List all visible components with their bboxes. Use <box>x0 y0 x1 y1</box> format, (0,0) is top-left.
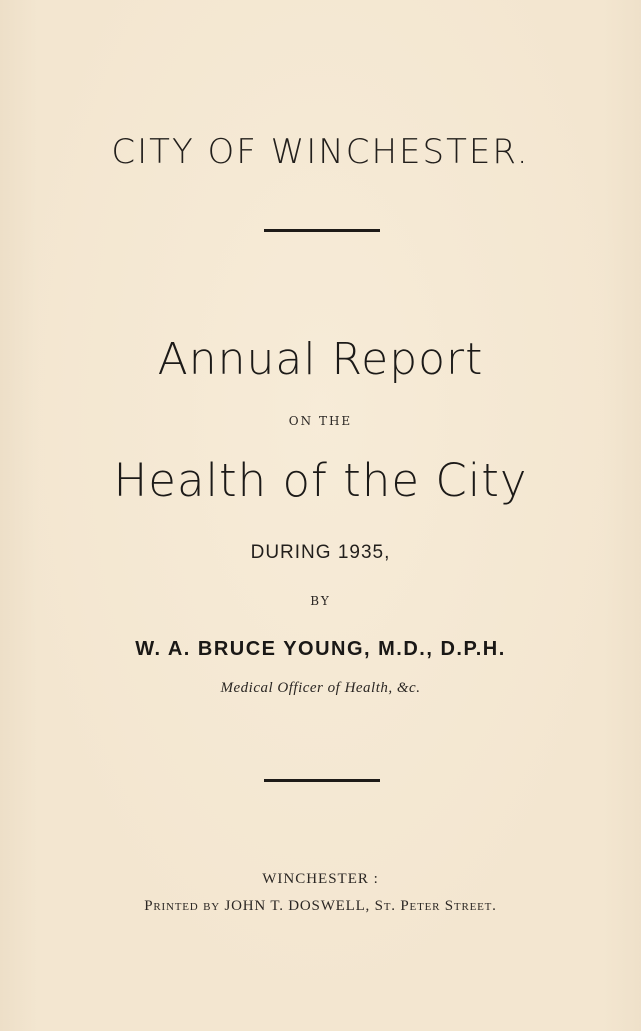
imprint-place: WINCHESTER : <box>262 871 379 887</box>
author-name: W. A. BRUCE YOUNG, M.D., D.P.H. <box>135 638 506 660</box>
report-title: Annual Report <box>157 334 484 385</box>
city-heading: CITY OF WINCHESTER. <box>111 132 530 172</box>
imprint-printer: Printed by JOHN T. DOSWELL, St. Peter Street. <box>144 898 497 914</box>
author-role: Medical Officer of Health, &c. <box>220 680 421 696</box>
top-rule <box>264 229 380 232</box>
by-text: BY <box>310 594 331 608</box>
report-year: DURING 1935, <box>250 542 391 563</box>
on-the-text: ON THE <box>288 414 353 428</box>
report-subject: Health of the City <box>113 454 528 507</box>
bottom-rule <box>264 779 380 782</box>
